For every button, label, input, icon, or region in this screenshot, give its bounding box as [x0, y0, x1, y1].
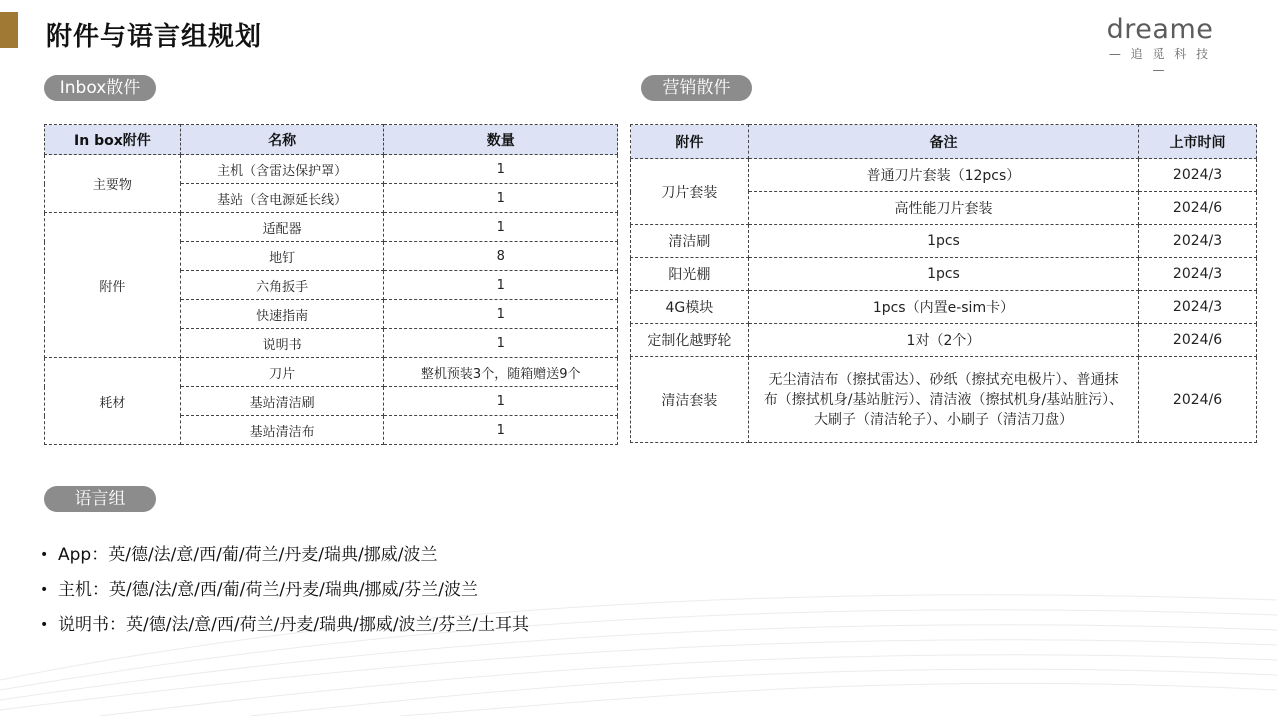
column-header: 上市时间 [1139, 125, 1257, 159]
category-cell: 附件 [45, 213, 181, 358]
item-name-cell: 基站（含电源延长线） [180, 184, 384, 213]
table-row [45, 358, 618, 387]
qty-cell: 1 [384, 155, 618, 184]
bullet-icon: • [40, 582, 49, 598]
language-value: 英/德/法/意/西/葡/荷兰/丹麦/瑞典/挪威/波兰 [108, 545, 438, 565]
page-title: 附件与语言组规划 [46, 22, 263, 52]
note-cell: 无尘清洁布（擦拭雷达）、砂纸（擦拭充电极片）、普通抹布（擦拭机身/基站脏污）、清洁液（擦拭机身/基站脏污）、大刷子（清洁轮子）、小刷子（清洁刀盘） [748, 357, 1138, 443]
item-name-cell: 快速指南 [180, 300, 384, 329]
note-cell: 普通刀片套装（12pcs） [748, 159, 1138, 192]
section-label-language: 语言组 [44, 486, 156, 512]
qty-cell: 整机预装3个，随箱赠送9个 [384, 358, 618, 387]
title-accent-bar [0, 12, 18, 48]
date-cell: 2024/3 [1139, 225, 1257, 258]
list-item [40, 574, 529, 609]
category-cell: 耗材 [45, 358, 181, 445]
list-item [40, 609, 529, 644]
list-item [40, 539, 529, 574]
category-cell: 主要物 [45, 155, 181, 213]
inbox-accessories-table [44, 124, 618, 445]
item-name-cell: 基站清洁刷 [180, 387, 384, 416]
bullet-icon: • [40, 617, 49, 633]
note-cell: 1pcs（内置e-sim卡） [748, 291, 1138, 324]
qty-cell: 1 [384, 300, 618, 329]
date-cell: 2024/3 [1139, 159, 1257, 192]
language-label: 说明书： [58, 615, 126, 635]
table-row [631, 225, 1257, 258]
accessory-cell: 4G模块 [631, 291, 749, 324]
table-row [45, 155, 618, 184]
column-header: 数量 [384, 125, 618, 155]
language-group-list [40, 539, 529, 644]
date-cell: 2024/6 [1139, 357, 1257, 443]
note-cell: 1pcs [748, 225, 1138, 258]
note-cell: 高性能刀片套装 [748, 192, 1138, 225]
logo-wordmark: dreame [1106, 14, 1214, 45]
item-name-cell: 适配器 [180, 213, 384, 242]
dreame-logo [1100, 14, 1220, 77]
table-header-row [631, 125, 1257, 159]
qty-cell: 1 [384, 213, 618, 242]
qty-cell: 1 [384, 271, 618, 300]
date-cell: 2024/3 [1139, 258, 1257, 291]
column-header: 附件 [631, 125, 749, 159]
logo-subtitle: — 追 觅 科 技 — [1108, 47, 1212, 77]
language-value: 英/德/法/意/西/葡/荷兰/丹麦/瑞典/挪威/芬兰/波兰 [109, 580, 479, 600]
qty-cell: 1 [384, 387, 618, 416]
table-row [631, 159, 1257, 192]
language-label: 主机： [58, 580, 109, 600]
table-row [45, 213, 618, 242]
accessory-cell: 定制化越野轮 [631, 324, 749, 357]
column-header: In box附件 [45, 125, 181, 155]
marketing-accessories-table [630, 124, 1257, 443]
item-name-cell: 地钉 [180, 242, 384, 271]
section-label-marketing: 营销散件 [641, 75, 752, 101]
item-name-cell: 主机（含雷达保护罩） [180, 155, 384, 184]
table-row [631, 357, 1257, 443]
column-header: 名称 [180, 125, 384, 155]
language-value: 英/德/法/意/西/荷兰/丹麦/瑞典/挪威/波兰/芬兰/土耳其 [126, 615, 530, 635]
accessory-cell: 清洁套装 [631, 357, 749, 443]
item-name-cell: 刀片 [180, 358, 384, 387]
date-cell: 2024/6 [1139, 324, 1257, 357]
accessory-cell: 阳光棚 [631, 258, 749, 291]
accessory-cell: 清洁刷 [631, 225, 749, 258]
item-name-cell: 说明书 [180, 329, 384, 358]
table-row [631, 258, 1257, 291]
date-cell: 2024/3 [1139, 291, 1257, 324]
column-header: 备注 [748, 125, 1138, 159]
qty-cell: 8 [384, 242, 618, 271]
bullet-icon: • [40, 547, 49, 563]
note-cell: 1pcs [748, 258, 1138, 291]
language-label: App： [58, 545, 109, 565]
qty-cell: 1 [384, 184, 618, 213]
table-row [631, 324, 1257, 357]
table-header-row [45, 125, 618, 155]
note-cell: 1对（2个） [748, 324, 1138, 357]
table-row [631, 291, 1257, 324]
accessory-cell: 刀片套装 [631, 159, 749, 225]
qty-cell: 1 [384, 416, 618, 445]
date-cell: 2024/6 [1139, 192, 1257, 225]
qty-cell: 1 [384, 329, 618, 358]
item-name-cell: 基站清洁布 [180, 416, 384, 445]
item-name-cell: 六角扳手 [180, 271, 384, 300]
section-label-inbox: Inbox散件 [44, 75, 156, 101]
